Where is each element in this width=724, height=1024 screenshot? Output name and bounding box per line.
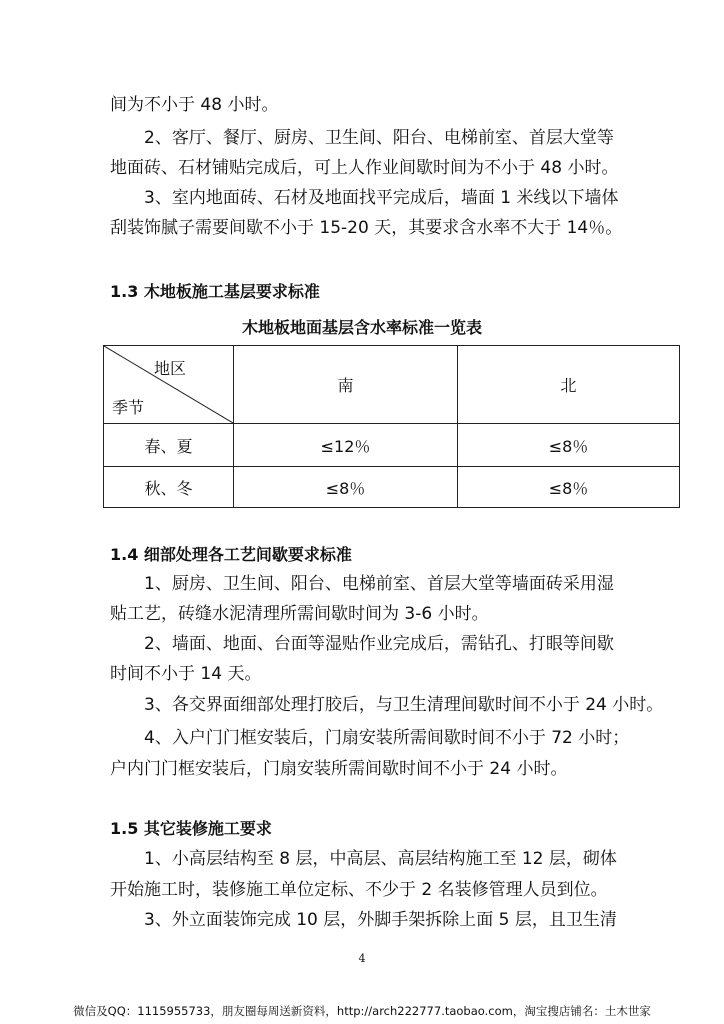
paragraph-line: 1、小高层结构至 8 层，中高层、高层结构施工至 12 层，砌体 xyxy=(144,849,617,869)
cell-south: ≤8％ xyxy=(234,467,458,508)
table-corner-header xyxy=(104,346,234,424)
paragraph-line: 间为不小于 48 小时。 xyxy=(110,95,279,115)
row-season: 秋、冬 xyxy=(104,467,234,508)
corner-label-season: 季节 xyxy=(112,398,145,417)
paragraph-line: 地面砖、石材铺贴完成后，可上人作业间歇时间为不小于 48 小时。 xyxy=(110,158,619,178)
paragraph-line: 刮装饰腻子需要间歇不小于 15-20 天，其要求含水率不大于 14％。 xyxy=(110,218,623,238)
paragraph-line: 户内门门框安装后，门扇安装所需间歇时间不小于 24 小时。 xyxy=(110,759,568,779)
paragraph-line: 3、各交界面细部处理打胶后，与卫生清理间歇时间不小于 24 小时。 xyxy=(144,695,664,715)
paragraph-line: 1、厨房、卫生间、阳台、电梯前室、首层大堂等墙面砖采用湿 xyxy=(144,574,614,594)
paragraph-line: 时间不小于 14 天。 xyxy=(110,664,262,684)
footer-text: 微信及QQ：1115955733，朋友圈每周送新资料，http://arch222777.taobao.com，淘宝搜店铺名：土木世家 xyxy=(73,1004,651,1018)
table-row xyxy=(104,467,680,508)
table-title: 木地板地面基层含水率标准一览表 xyxy=(241,318,482,337)
cell-north: ≤8％ xyxy=(458,424,680,467)
paragraph-line: 贴工艺，砖缝水泥清理所需间歇时间为 3-6 小时。 xyxy=(110,604,489,624)
section-heading-1-3: 1.3 木地板施工基层要求标准 xyxy=(110,282,320,301)
paragraph-line: 2、客厅、餐厅、厨房、卫生间、阳台、电梯前室、首层大堂等 xyxy=(144,128,614,148)
moisture-standard-table xyxy=(103,345,680,508)
paragraph-line: 3、外立面装饰完成 10 层，外脚手架拆除上面 5 层，且卫生清 xyxy=(144,910,617,930)
section-heading-1-4: 1.4 细部处理各工艺间歇要求标准 xyxy=(110,545,352,564)
cell-north: ≤8％ xyxy=(458,467,680,508)
section-heading-1-5: 1.5 其它装修施工要求 xyxy=(110,819,272,838)
column-header-south: 南 xyxy=(234,346,458,424)
paragraph-line: 2、墙面、地面、台面等湿贴作业完成后，需钻孔、打眼等间歇 xyxy=(144,634,614,654)
page-number: 4 xyxy=(358,952,366,965)
paragraph-line: 开始施工时，装修施工单位定标、不少于 2 名装修管理人员到位。 xyxy=(110,880,608,900)
paragraph-line: 4、入户门门框安装后，门扇安装所需间歇时间不小于 72 小时； xyxy=(144,728,630,748)
table-row xyxy=(104,424,680,467)
cell-south: ≤12％ xyxy=(234,424,458,467)
row-season: 春、夏 xyxy=(104,424,234,467)
paragraph-line: 3、室内地面砖、石材及地面找平完成后，墙面 1 米线以下墙体 xyxy=(144,188,619,208)
column-header-north: 北 xyxy=(458,346,680,424)
corner-label-region: 地区 xyxy=(154,359,187,378)
